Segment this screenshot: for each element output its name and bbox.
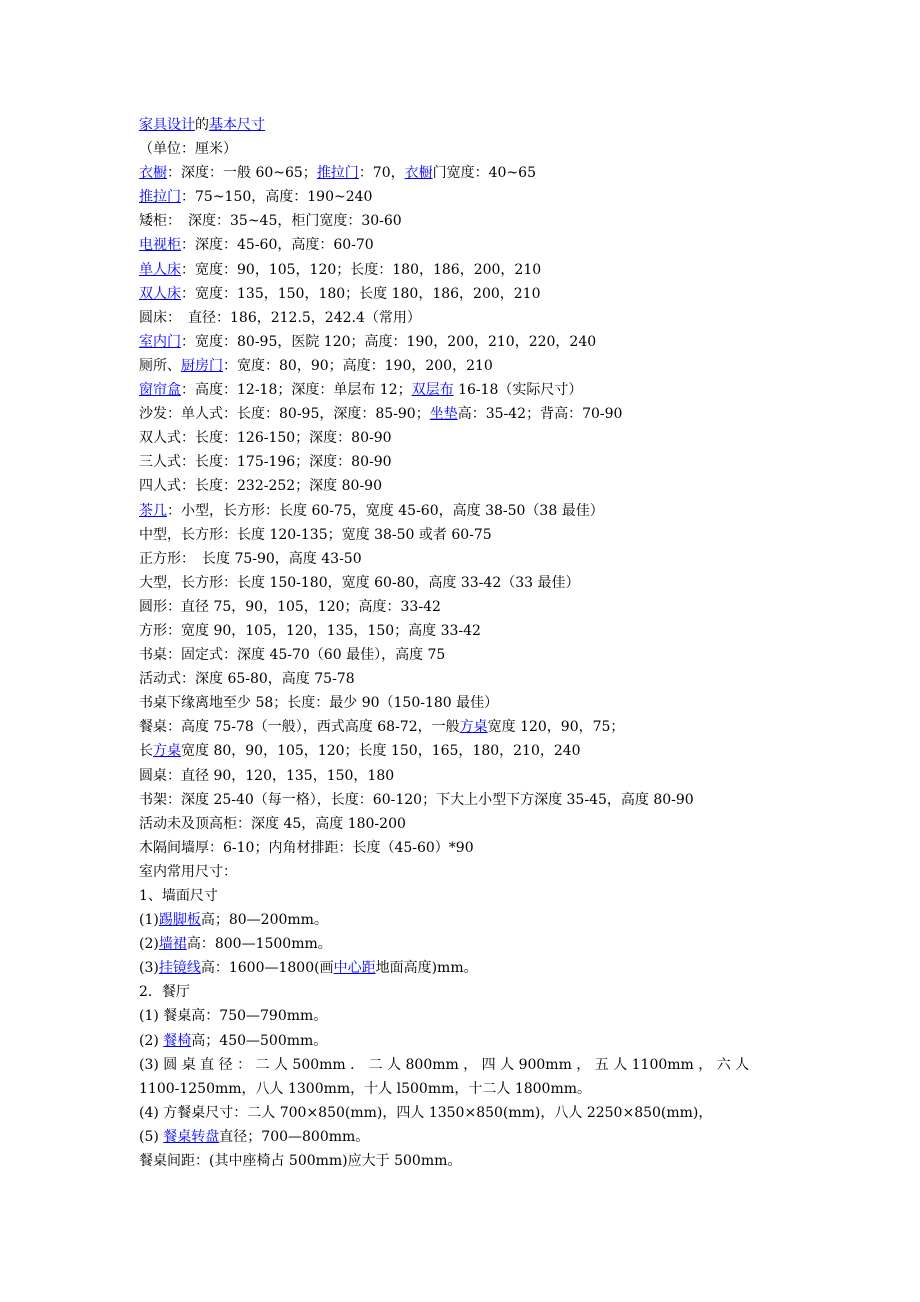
hyperlink[interactable]: 方桌 xyxy=(153,743,181,760)
text-line xyxy=(139,161,779,185)
text-span: ：70， xyxy=(358,165,405,182)
hyperlink[interactable]: 双层布 xyxy=(411,382,454,399)
text-line xyxy=(139,788,779,812)
text-span: ：宽度：80-95，医院 120；高度：190，200，210，220，240 xyxy=(181,333,597,350)
text-span: 高：1600—1800(画 xyxy=(200,960,334,977)
text-span: ：75~150，高度：190~240 xyxy=(181,189,373,206)
text-line xyxy=(139,450,779,474)
text-span: 书桌下缘离地至少 58；长度：最少 90（150-180 最佳） xyxy=(139,695,499,712)
text-line xyxy=(139,547,779,571)
hyperlink[interactable]: 踢脚板 xyxy=(158,912,201,929)
text-span: 高；80—200mm。 xyxy=(200,912,328,929)
text-span: 书架：深度 25-40（每一格），长度：60-120；下大上小型下方深度 35-45，高度 80-90 xyxy=(139,791,694,808)
text-line xyxy=(139,1149,779,1173)
text-line xyxy=(139,306,779,330)
text-span: 1、墙面尺寸 xyxy=(139,888,218,904)
text-span: (1) 餐桌高：750—790mm。 xyxy=(139,1008,328,1025)
hyperlink[interactable]: 坐垫 xyxy=(429,406,458,423)
text-span: ：宽度：90，105，120；长度：180，186，200，210 xyxy=(181,261,542,278)
text-span: 圆形：直径 75，90，105，120；高度：33-42 xyxy=(139,598,441,615)
text-span: ：深度：45-60，高度：60-70 xyxy=(181,237,374,254)
text-span: ：小型，长方形：长度 60-75，宽度 45-60，高度 38-50（38 最佳） xyxy=(167,502,604,519)
text-line xyxy=(139,354,779,378)
text-line xyxy=(139,836,779,860)
text-span: 四人式：长度：232-252；深度 80-90 xyxy=(139,478,382,495)
text-span: 室内常用尺寸： xyxy=(139,863,237,880)
text-line xyxy=(139,1004,779,1028)
text-line xyxy=(139,1101,779,1125)
text-span: 餐桌间距：(其中座椅占 500mm)应大于 500mm。 xyxy=(139,1153,462,1170)
text-span: 方形：宽度 90，105，120，135，150；高度 33-42 xyxy=(139,622,481,639)
text-line xyxy=(139,402,779,426)
text-line xyxy=(139,884,779,908)
text-span: 圆床： 直径：186，212.5，242.4（常用） xyxy=(139,309,421,326)
text-line xyxy=(139,523,779,547)
text-span: 三人式：长度：175-196；深度：80-90 xyxy=(139,454,392,471)
text-span: 高：35-42；背高：70-90 xyxy=(457,406,623,423)
text-line xyxy=(139,185,779,209)
text-span: (2) xyxy=(139,1032,164,1049)
text-line xyxy=(139,113,779,137)
text-line xyxy=(139,667,779,691)
text-span: ：宽度：135，150，180；长度 180，186，200，210 xyxy=(181,285,541,302)
text-line xyxy=(139,209,779,233)
text-line xyxy=(139,137,779,161)
text-line xyxy=(139,619,779,643)
hyperlink[interactable]: 餐桌转盘 xyxy=(163,1128,220,1145)
text-line xyxy=(139,643,779,667)
text-span: (5) xyxy=(139,1128,164,1145)
hyperlink[interactable]: 挂镜线 xyxy=(158,960,201,977)
text-span: 正方形： 长度 75-90，高度 43-50 xyxy=(139,550,362,567)
text-line xyxy=(139,980,779,1004)
text-span: 长 xyxy=(139,743,153,760)
text-line xyxy=(139,378,779,402)
text-line xyxy=(139,956,779,980)
text-span: 餐桌：高度 75-78（一般），西式高度 68-72，一般 xyxy=(139,719,460,736)
hyperlink[interactable]: 基本尺寸 xyxy=(209,117,265,133)
text-line xyxy=(139,595,779,619)
text-span: 木隔间墙厚：6-10；内角材排距：长度（45-60）*90 xyxy=(139,839,474,856)
hyperlink[interactable]: 电视柜 xyxy=(139,237,181,254)
text-line xyxy=(139,1029,779,1053)
text-line xyxy=(139,812,779,836)
text-span: 地面高度)mm。 xyxy=(375,960,478,977)
text-span: 活动式：深度 65-80，高度 75-78 xyxy=(139,671,355,688)
hyperlink[interactable]: 单人床 xyxy=(139,261,181,278)
text-line xyxy=(139,499,779,523)
text-span: ：宽度：80，90；高度：190，200，210 xyxy=(223,357,493,374)
text-span: (3) xyxy=(139,960,159,977)
text-span: (3) 圆 桌 直 径 ： 二 人 500mm ． 二 人 800mm ， 四 人 900mm ， 五 人 1100mm ， 六 人 xyxy=(139,1056,750,1073)
text-line xyxy=(139,282,779,306)
text-span: 矮柜： 深度：35~45，柜门宽度：30-60 xyxy=(139,213,402,230)
text-line xyxy=(139,233,779,257)
text-line xyxy=(139,764,779,788)
hyperlink[interactable]: 茶几 xyxy=(139,502,167,519)
hyperlink[interactable]: 双人床 xyxy=(139,285,181,302)
text-span: (1) xyxy=(139,912,159,929)
text-line xyxy=(139,932,779,956)
hyperlink[interactable]: 窗帘盒 xyxy=(139,382,181,399)
document-body xyxy=(139,113,779,1173)
hyperlink[interactable]: 墙裙 xyxy=(158,936,187,953)
hyperlink[interactable]: 方桌 xyxy=(459,719,488,736)
text-span: (4) 方餐桌尺寸：二人 700×850(mm)，四人 1350×850(mm)，八人 2250×850(mm)， xyxy=(139,1104,713,1121)
text-line xyxy=(139,908,779,932)
text-span: 中型，长方形：长度 120-135；宽度 38-50 或者 60-75 xyxy=(139,526,492,543)
text-span: 1100-1250mm，八人 1300mm，十人 l500mm，十二人 1800mm。 xyxy=(139,1080,591,1097)
text-line xyxy=(139,426,779,450)
text-span: 高；450—500mm。 xyxy=(191,1032,328,1049)
text-line xyxy=(139,258,779,282)
text-line xyxy=(139,330,779,354)
text-span: 宽度 120，90，75； xyxy=(487,719,625,736)
text-span: 高：800—1500mm。 xyxy=(186,936,332,953)
text-span: ：高度：12-18；深度：单层布 12； xyxy=(181,382,412,399)
hyperlink[interactable]: 推拉门 xyxy=(316,165,359,182)
text-span: 双人式：长度：126-150；深度：80-90 xyxy=(139,430,392,447)
hyperlink[interactable]: 中心距 xyxy=(333,960,376,977)
text-span: 活动未及顶高柜：深度 45，高度 180-200 xyxy=(139,815,406,832)
text-line xyxy=(139,571,779,595)
text-line xyxy=(139,860,779,884)
text-line xyxy=(139,739,779,763)
hyperlink[interactable]: 餐椅 xyxy=(163,1032,192,1049)
text-span: 门宽度：40~65 xyxy=(432,165,536,182)
text-span: 的 xyxy=(195,117,209,133)
text-span: 直径；700—800mm。 xyxy=(219,1128,370,1145)
text-span: 沙发：单人式：长度：80-95，深度：85-90； xyxy=(139,406,430,423)
text-line xyxy=(139,1053,779,1077)
text-span: （单位：厘米） xyxy=(139,141,237,158)
text-span: (2) xyxy=(139,936,159,953)
hyperlink[interactable]: 室内门 xyxy=(139,333,181,350)
hyperlink[interactable]: 厨房门 xyxy=(181,357,223,374)
text-span: 圆桌：直径 90，120，135，150，180 xyxy=(139,767,395,784)
text-line xyxy=(139,691,779,715)
text-span: ：深度：一般 60~65； xyxy=(167,165,317,182)
hyperlink[interactable]: 衣橱 xyxy=(139,165,167,182)
text-span: 大型，长方形：长度 150-180，宽度 60-80，高度 33-42（33 最佳） xyxy=(139,574,580,591)
hyperlink[interactable]: 衣橱 xyxy=(404,165,433,182)
text-line xyxy=(139,1125,779,1149)
text-line xyxy=(139,715,779,739)
hyperlink[interactable]: 推拉门 xyxy=(139,189,181,206)
text-span: 2．餐厅 xyxy=(139,984,190,1001)
text-span: 16-18（实际尺寸） xyxy=(453,382,583,399)
text-line xyxy=(139,1077,779,1101)
text-span: 书桌：固定式：深度 45-70（60 最佳），高度 75 xyxy=(139,647,446,664)
text-span: 厕所、 xyxy=(139,357,181,374)
text-span: 宽度 80，90，105，120；长度 150，165，180，210，240 xyxy=(181,743,581,760)
hyperlink[interactable]: 家具设计 xyxy=(139,117,195,133)
text-line xyxy=(139,474,779,498)
